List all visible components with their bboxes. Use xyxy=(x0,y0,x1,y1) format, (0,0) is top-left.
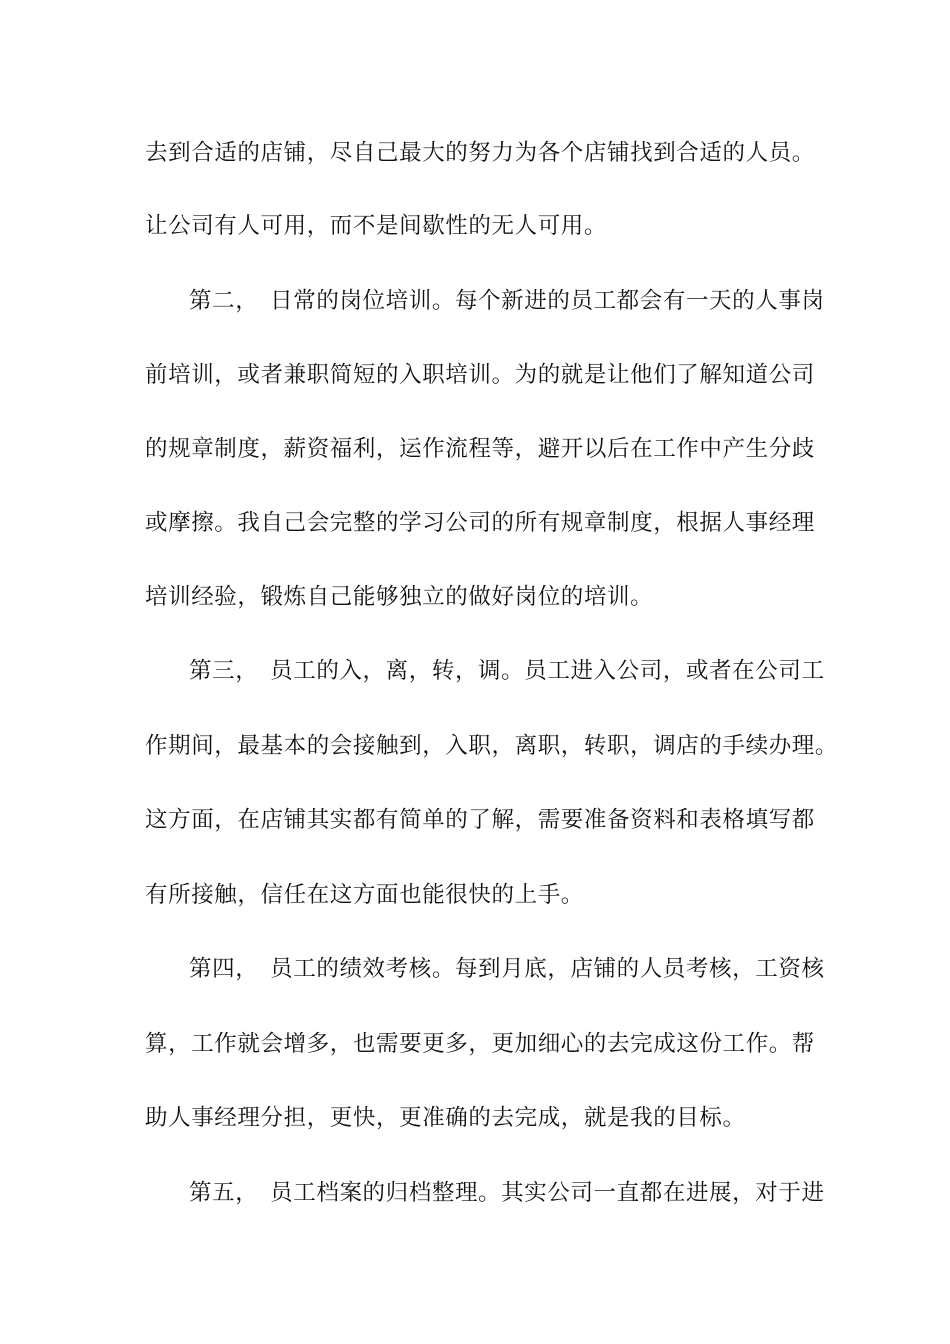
paragraph-start-line: 第二， 日常的岗位培训。每个新进的员工都会有一天的人事岗 xyxy=(189,288,825,314)
text-line: 让公司有人可用，而不是间歇性的无人可用。 xyxy=(145,213,608,239)
text-line: 的规章制度，薪资福利，运作流程等，避开以后在工作中产生分歧 xyxy=(145,436,815,462)
text-line: 助人事经理分担，更快，更准确的去完成，就是我的目标。 xyxy=(145,1105,746,1131)
paragraph-start-line: 第三， 员工的入，离，转，调。员工进入公司，或者在公司工 xyxy=(189,658,825,684)
text-line: 或摩擦。我自己会完整的学习公司的所有规章制度，根据人事经理 xyxy=(145,510,815,536)
paragraph-start-line: 第四， 员工的绩效考核。每到月底，店铺的人员考核，工资核 xyxy=(189,956,825,982)
text-line: 作期间，最基本的会接触到，入职，离职，转职，调店的手续办理。 xyxy=(145,733,839,759)
text-line: 前培训，或者兼职简短的入职培训。为的就是让他们了解知道公司 xyxy=(145,362,815,388)
text-line: 算，工作就会增多，也需要更多，更加细心的去完成这份工作。帮 xyxy=(145,1031,815,1057)
paragraph-start-line: 第五， 员工档案的归档整理。其实公司一直都在进展，对于进 xyxy=(189,1180,825,1206)
text-line: 这方面，在店铺其实都有简单的了解，需要准备资料和表格填写都 xyxy=(145,807,815,833)
text-line: 有所接触，信任在这方面也能很快的上手。 xyxy=(145,882,584,908)
text-line: 去到合适的店铺，尽自己最大的努力为各个店铺找到合适的人员。 xyxy=(145,140,815,166)
text-line: 培训经验，锻炼自己能够独立的做好岗位的培训。 xyxy=(145,584,654,610)
